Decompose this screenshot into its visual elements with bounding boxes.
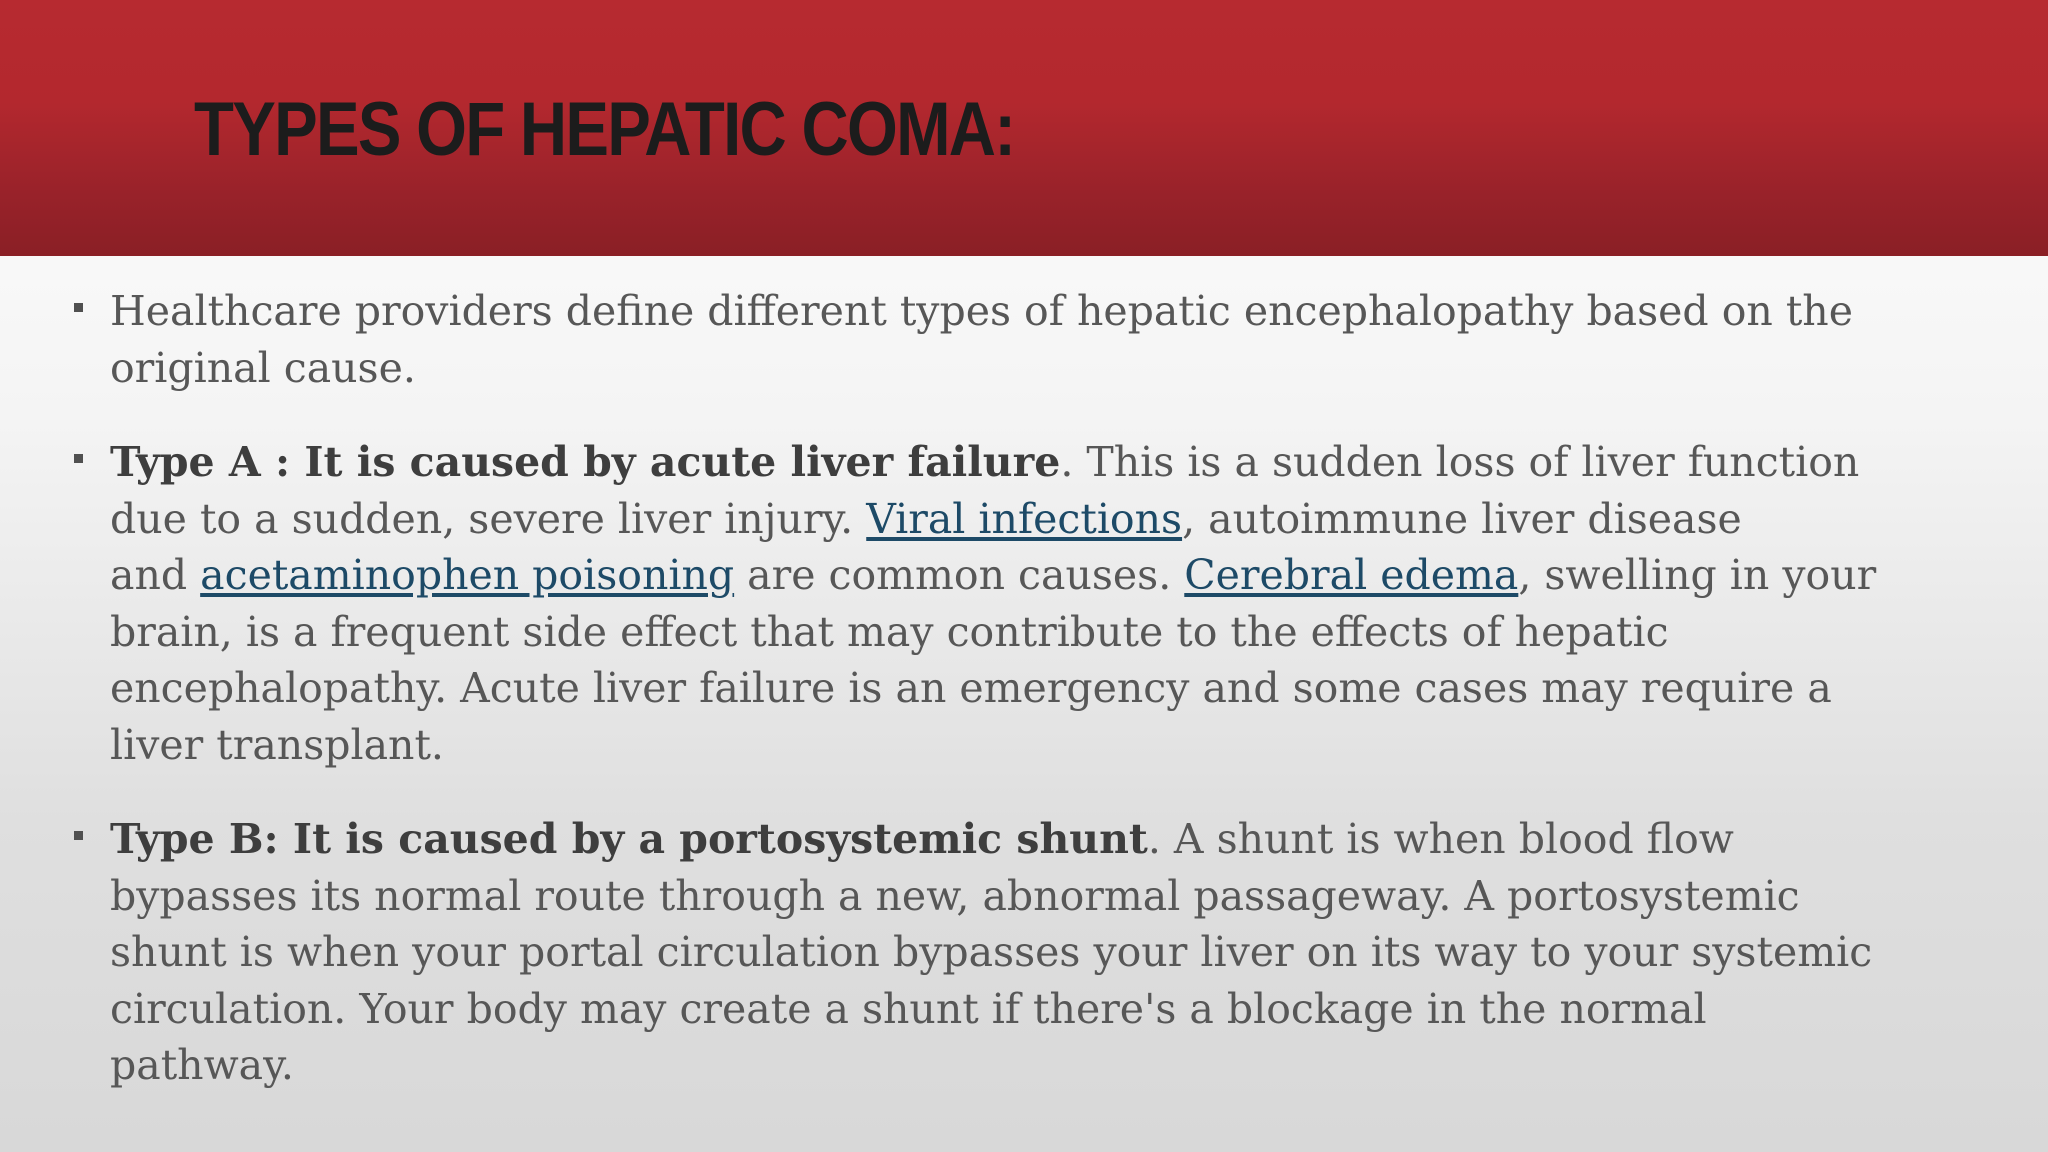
- bullet-type-a: [72, 434, 1992, 773]
- title-banner: [0, 0, 2048, 256]
- type-a-line-3-text-end: , swelling in your: [1518, 551, 1877, 599]
- type-a-line-1-text: . This is a sudden loss of liver function: [1060, 438, 1860, 486]
- type-b-heading: Type B: It is caused by a portosystemic shunt: [110, 815, 1148, 863]
- type-a-line-4-text: brain, is a frequent side effect that may contribute to the effects of hepatic: [110, 607, 1669, 656]
- type-a-line-5-text: encephalopathy. Acute liver failure is an emergency and some cases may require a: [110, 664, 1832, 712]
- type-b-line-4-text: circulation. Your body may create a shunt if there's a blockage in the normal: [110, 984, 1707, 1033]
- square-bullet-icon: [74, 831, 83, 840]
- type-a-line-2-text-end: , autoimmune liver disease: [1182, 494, 1742, 543]
- bullet-intro-line-2: original cause.: [110, 343, 416, 392]
- acetaminophen-poisoning-link[interactable]: acetaminophen poisoning: [200, 551, 735, 599]
- type-a-line-6-text: liver transplant.: [110, 720, 444, 769]
- type-a-heading: Type A : It is caused by acute liver failure: [110, 438, 1061, 486]
- square-bullet-icon: [74, 454, 83, 463]
- type-a-line-3-text: and: [110, 551, 188, 599]
- type-b-line-3-text: shunt is when your portal circulation bypasses your liver on its way to your systemic: [110, 928, 1873, 976]
- type-a-line-2-text: due to a sudden, severe liver injury.: [110, 494, 854, 543]
- slide-title: TYPES OF HEPATIC COMA:: [194, 87, 1015, 172]
- square-bullet-icon: [74, 303, 83, 312]
- type-a-line-3-text-mid: are common causes.: [747, 551, 1172, 599]
- bullet-type-b: [72, 811, 1992, 1094]
- bullet-intro: [72, 283, 1992, 396]
- viral-infections-link[interactable]: Viral infections: [866, 494, 1183, 543]
- type-b-line-5-text: pathway.: [110, 1041, 294, 1089]
- cerebral-edema-link[interactable]: Cerebral edema: [1184, 551, 1519, 599]
- type-b-line-1-text: . A shunt is when blood flow: [1147, 815, 1734, 863]
- bullet-intro-line-1: Healthcare providers define different types of hepatic encephalopathy based on the: [110, 287, 1853, 335]
- type-b-line-2-text: bypasses its normal route through a new, abnormal passageway. A portosystemic: [110, 871, 1800, 920]
- slide-body: [72, 283, 1992, 1132]
